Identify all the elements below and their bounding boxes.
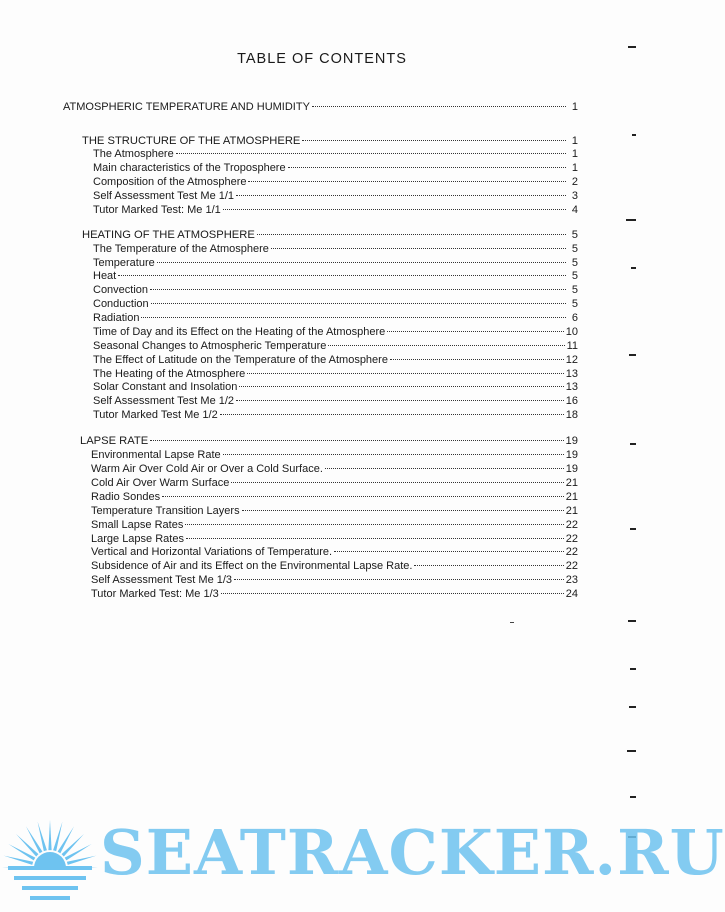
toc-entry[interactable] [93,354,578,367]
dot-leader [176,153,566,154]
dot-leader [221,593,564,594]
toc-entry-page: 1 [571,148,578,160]
toc-entry[interactable] [91,477,578,490]
toc-entry-page: 18 [565,409,578,421]
toc-entry-label: Vertical and Horizontal Variations of Temperature. [91,546,333,558]
toc-entry-label: Seasonal Changes to Atmospheric Temperature [93,340,327,352]
page-title: TABLE OF CONTENTS [237,51,407,67]
toc-section[interactable] [80,435,578,448]
toc-entry[interactable] [93,298,578,311]
toc-entry[interactable] [93,148,578,161]
toc-entry-page: 4 [571,204,578,216]
toc-entry-page: 1 [571,162,578,174]
toc-entry-label: Subsidence of Air and its Effect on the Environmental Lapse Rate. [91,560,413,572]
dot-leader [151,303,566,304]
scan-mark [632,134,636,136]
toc-entry-label: Main characteristics of the Troposphere [93,162,286,174]
scan-mark [630,796,636,798]
scan-mark [629,354,636,356]
toc-entry[interactable] [93,162,578,175]
toc-entry-label: HEATING OF THE ATMOSPHERE [82,229,255,241]
toc-entry-page: 22 [565,546,578,558]
dot-leader [118,275,566,276]
dot-leader [257,234,566,235]
dot-leader [186,538,564,539]
dot-leader [157,262,566,263]
toc-entry-page: 22 [565,519,578,531]
toc-entry-label: Tutor Marked Test: Me 1/1 [93,204,221,216]
toc-entry-label: Environmental Lapse Rate [91,449,221,461]
toc-entry-page: 19 [565,435,578,447]
dot-leader [141,317,566,318]
toc-entry-page: 21 [565,505,578,517]
toc-entry-label: The Effect of Latitude on the Temperature of the Atmosphere [93,354,388,366]
toc-entry-page: 1 [571,135,578,147]
sun-ray [16,834,38,856]
toc-entry-label: THE STRUCTURE OF THE ATMOSPHERE [82,135,301,147]
toc-entry[interactable] [93,284,578,297]
toc-entry-page: 10 [565,326,578,338]
dot-leader [414,565,563,566]
toc-entry[interactable] [93,368,578,381]
toc-entry-label: Conduction [93,298,149,310]
toc-entry[interactable] [93,381,578,394]
dot-leader [150,440,563,441]
toc-entry[interactable] [93,243,578,256]
toc-entry-label: Self Assessment Test Me 1/1 [93,190,235,202]
dot-leader [150,289,566,290]
toc-entry-page: 13 [565,368,578,380]
watermark-text: SEATRACKER.RU [100,816,725,889]
toc-entry-label: Cold Air Over Warm Surface [91,477,230,489]
toc-entry-page: 5 [571,257,578,269]
toc-entry-label: Composition of the Atmosphere [93,176,247,188]
scan-mark [628,46,636,48]
toc-entry-label: The Heating of the Atmosphere [93,368,246,380]
toc-entry-label: The Temperature of the Atmosphere [93,243,269,255]
dot-leader [248,181,566,182]
dot-leader [223,454,564,455]
toc-entry[interactable] [91,588,578,601]
toc-entry[interactable] [93,176,578,189]
toc-entry[interactable] [93,326,578,339]
toc-entry-label: Self Assessment Test Me 1/2 [93,395,235,407]
toc-entry-page: 22 [565,533,578,545]
dot-leader [312,106,566,107]
dot-leader [223,209,566,210]
toc-entry-page: 3 [571,190,578,202]
dot-leader [302,140,566,141]
dot-leader [325,468,564,469]
toc-entry-page: 5 [571,243,578,255]
dot-leader [288,167,566,168]
dot-leader [162,496,564,497]
toc-entry[interactable] [93,204,578,217]
toc-entry-label: Temperature [93,257,155,269]
toc-entry-label: Heat [93,270,117,282]
toc-entry[interactable] [93,270,578,283]
toc-entry-page: 22 [565,560,578,572]
toc-entry-page: 5 [571,229,578,241]
toc-section[interactable] [82,135,578,148]
toc-entry-label: Small Lapse Rates [91,519,184,531]
scan-mark [627,750,636,752]
scan-mark [630,443,636,445]
toc-entry-page: 19 [565,449,578,461]
dot-leader [242,510,564,511]
dot-leader [334,551,564,552]
toc-entry-label: Tutor Marked Test Me 1/2 [93,409,218,421]
dot-leader [185,524,563,525]
dot-leader [220,414,564,415]
toc-section[interactable] [82,229,578,242]
toc-entry-label: Large Lapse Rates [91,533,184,545]
toc-entry-page: 5 [571,284,578,296]
toc-entry-label: Temperature Transition Layers [91,505,240,517]
toc-entry-label: Time of Day and its Effect on the Heating of the Atmosphere [93,326,386,338]
toc-entry-page: 6 [571,312,578,324]
toc-entry[interactable] [93,312,578,325]
toc-chapter[interactable] [63,101,578,114]
toc-entry[interactable] [91,449,578,462]
stray-mark [510,622,514,623]
sun-logo-icon [0,808,100,912]
toc-entry[interactable] [91,533,578,546]
toc-entry-page: 23 [565,574,578,586]
toc-entry-label: Tutor Marked Test: Me 1/3 [91,588,219,600]
scan-mark [629,706,636,708]
toc-entry-page: 1 [571,101,578,113]
scan-mark [628,620,636,622]
toc-entry-label: ATMOSPHERIC TEMPERATURE AND HUMIDITY [63,101,310,113]
toc-entry-label: LAPSE RATE [80,435,149,447]
dot-leader [236,400,564,401]
toc-entry[interactable] [91,546,578,559]
scan-mark [631,267,636,269]
toc-entry[interactable] [91,560,578,573]
dot-leader [236,195,566,196]
toc-entry[interactable] [93,409,578,422]
dot-leader [387,331,563,332]
scan-mark [626,219,636,221]
dot-leader [247,373,563,374]
toc-entry-page: 5 [571,270,578,282]
toc-entry[interactable] [91,574,578,587]
toc-entry[interactable] [93,257,578,270]
toc-entry[interactable] [93,190,578,203]
sun-ray [48,820,51,850]
toc-entry[interactable] [91,491,578,504]
page-edge-marks [624,0,636,912]
toc-entry-label: Radiation [93,312,140,324]
sun-ray [62,834,84,856]
toc-entry-label: The Atmosphere [93,148,174,160]
toc-entry-page: 19 [565,463,578,475]
toc-entry-page: 24 [565,588,578,600]
toc-entry-label: Convection [93,284,149,296]
dot-leader [390,359,564,360]
scan-mark [630,528,636,530]
toc-entry[interactable] [91,519,578,532]
toc-entry[interactable] [93,395,578,408]
toc-entry-page: 21 [565,477,578,489]
dot-leader [271,248,566,249]
toc-entry-label: Warm Air Over Cold Air or Over a Cold Surface. [91,463,323,475]
toc-entry-label: Radio Sondes [91,491,161,503]
dot-leader [328,345,564,346]
toc-entry[interactable] [91,463,578,476]
toc-entry-page: 12 [565,354,578,366]
toc-entry-page: 11 [566,340,578,352]
toc-entry[interactable] [91,505,578,518]
toc-entry-label: Self Assessment Test Me 1/3 [91,574,233,586]
toc-entry-label: Solar Constant and Insolation [93,381,238,393]
toc-entry[interactable] [93,340,578,353]
toc-entry-page: 16 [565,395,578,407]
dot-leader [239,386,563,387]
scan-mark [630,668,636,670]
dot-leader [231,482,563,483]
watermark [0,808,725,912]
toc-entry-page: 13 [565,381,578,393]
toc-entry-page: 21 [565,491,578,503]
dot-leader [234,579,564,580]
toc-entry-page: 2 [571,176,578,188]
toc-entry-page: 5 [571,298,578,310]
